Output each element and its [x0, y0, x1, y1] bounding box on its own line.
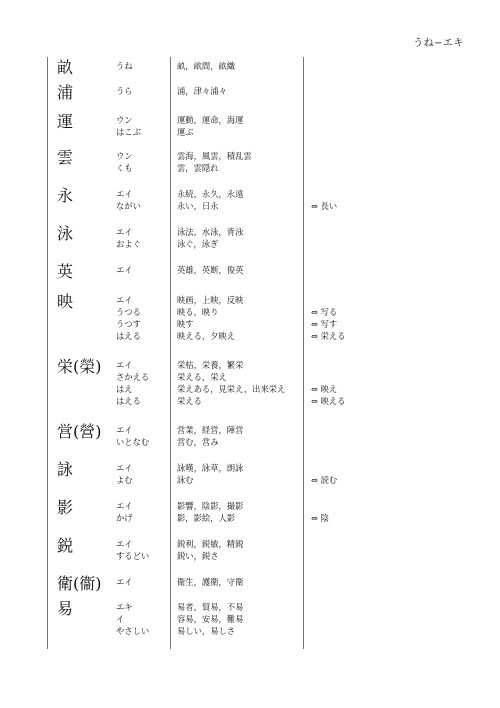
- reading-text: エイ: [116, 425, 133, 435]
- kanji-character: 影: [57, 498, 74, 517]
- reading-text: イ: [116, 614, 125, 624]
- reading-row: [0, 625, 500, 637]
- reading-row: [0, 330, 500, 342]
- reading-text: かげ: [116, 513, 133, 523]
- example-words: 鋭利，鋭敏，精鋭: [177, 539, 244, 549]
- reading-text: ながい: [116, 201, 141, 211]
- reading-row: [0, 395, 500, 407]
- reading-text: いとなむ: [116, 437, 150, 447]
- related-note: ⇔ 映え: [311, 384, 338, 394]
- example-words: 映画，上映，反映: [177, 295, 244, 305]
- reading-row: [0, 474, 500, 486]
- reading-text: さかえる: [116, 372, 150, 382]
- reading-row: [0, 264, 500, 276]
- example-words: 影響，陰影，撮影: [177, 501, 244, 511]
- kanji-entry: [0, 538, 500, 562]
- reading-row: [0, 424, 500, 436]
- kanji-character: 英: [57, 262, 74, 281]
- reading-text: およぐ: [116, 239, 141, 249]
- reading-row: [0, 601, 500, 613]
- reading-text: ウン: [116, 151, 133, 161]
- example-words: 営む，営み: [177, 437, 219, 447]
- example-words: 詠む: [177, 475, 194, 485]
- kanji-entry: [0, 601, 500, 637]
- reading-text: エイ: [116, 295, 133, 305]
- example-words: 影，影絵，人影: [177, 513, 236, 523]
- reading-row: [0, 60, 500, 72]
- reading-row: [0, 383, 500, 395]
- example-words: 易者，貿易，不易: [177, 602, 244, 612]
- related-note: ⇔ 写る: [311, 307, 338, 317]
- kanji-entry: [0, 574, 500, 593]
- example-words: 畝，畝間，畝織: [177, 61, 236, 71]
- example-words: 英雄，英断，俊英: [177, 265, 244, 275]
- reading-row: [0, 512, 500, 524]
- related-note: ⇔ 長い: [311, 201, 338, 211]
- reading-text: はこぶ: [116, 127, 141, 137]
- example-words: 容易，安易，難易: [177, 614, 244, 624]
- reading-row: [0, 150, 500, 162]
- example-words: 運動，運命，海運: [177, 115, 244, 125]
- example-words: 泳法，水泳，背泳: [177, 227, 244, 237]
- example-words: 雲海，風雲，積乱雲: [177, 151, 252, 161]
- related-note: ⇔ 写す: [311, 319, 338, 329]
- reading-text: はえる: [116, 331, 141, 341]
- kanji-entry: [0, 500, 500, 524]
- related-note: ⇔ 栄える: [311, 331, 346, 341]
- example-words: 易しい，易しさ: [177, 626, 236, 636]
- example-words: 栄えある，見栄え，出来栄え: [177, 384, 286, 394]
- example-words: 営業，経営，陣営: [177, 425, 244, 435]
- running-header: うね−エキ: [413, 38, 464, 49]
- reading-row: [0, 162, 500, 174]
- kanji-character: 詠: [57, 460, 74, 479]
- example-words: 泳ぐ，泳ぎ: [177, 239, 219, 249]
- reading-text: エイ: [116, 463, 133, 473]
- kanji-entry: [0, 226, 500, 250]
- example-words: 映える，夕映え: [177, 331, 236, 341]
- kanji-character: 運: [57, 112, 74, 131]
- example-words: 鋭い，鋭さ: [177, 551, 219, 561]
- related-note: ⇔ 読む: [311, 475, 338, 485]
- reading-text: ウン: [116, 115, 133, 125]
- reading-text: エイ: [116, 539, 133, 549]
- reading-row: [0, 462, 500, 474]
- related-note: ⇔ 陰: [311, 513, 329, 523]
- example-words: 永い，日永: [177, 201, 219, 211]
- kanji-entry: [0, 262, 500, 281]
- reading-row: [0, 550, 500, 562]
- reading-row: [0, 500, 500, 512]
- example-words: 詠嘆，詠草，朗詠: [177, 463, 244, 473]
- reading-row: [0, 318, 500, 330]
- reading-row: [0, 436, 500, 448]
- reading-row: [0, 371, 500, 383]
- example-words: 雲，雲隠れ: [177, 163, 219, 173]
- kanji-character: 雲: [57, 148, 74, 167]
- kanji-character: 畝: [57, 58, 74, 77]
- kanji-entry: [0, 150, 500, 174]
- kanji-entry: [0, 359, 500, 407]
- reading-text: エイ: [116, 189, 133, 199]
- kanji-character: 鋭: [57, 536, 74, 555]
- kanji-character: 映: [57, 292, 74, 311]
- kanji-entry: [0, 83, 500, 102]
- reading-text: うね: [116, 61, 133, 71]
- kanji-entry: [0, 462, 500, 486]
- reading-text: やさしい: [116, 626, 150, 636]
- reading-row: [0, 200, 500, 212]
- kanji-character: 衛(衞): [57, 574, 102, 593]
- kanji-entry: [0, 294, 500, 342]
- related-note: ⇔ 映える: [311, 396, 346, 406]
- kanji-character: 浦: [57, 83, 74, 102]
- reading-text: はえる: [116, 396, 141, 406]
- kanji-character: 泳: [57, 224, 74, 243]
- kanji-character: 営(營): [57, 422, 102, 441]
- reading-row: [0, 613, 500, 625]
- reading-row: [0, 114, 500, 126]
- reading-row: [0, 294, 500, 306]
- example-words: 運ぶ: [177, 127, 194, 137]
- kanji-entry: [0, 58, 500, 77]
- kanji-entry: [0, 424, 500, 448]
- example-words: 衛生，護衛，守衛: [177, 577, 244, 587]
- reading-text: はえ: [116, 384, 133, 394]
- reading-row: [0, 306, 500, 318]
- reading-text: エキ: [116, 602, 133, 612]
- kanji-character: 易: [57, 599, 74, 618]
- reading-text: エイ: [116, 227, 133, 237]
- reading-row: [0, 359, 500, 371]
- reading-text: よむ: [116, 475, 133, 485]
- reading-text: エイ: [116, 501, 133, 511]
- kanji-entry: [0, 188, 500, 212]
- reading-text: するどい: [116, 551, 150, 561]
- reading-text: くも: [116, 163, 133, 173]
- reading-row: [0, 226, 500, 238]
- reading-text: うら: [116, 86, 133, 96]
- reading-text: うつす: [116, 319, 141, 329]
- reading-row: [0, 538, 500, 550]
- example-words: 映る，映り: [177, 307, 219, 317]
- reading-row: [0, 188, 500, 200]
- kanji-character: 永: [57, 186, 74, 205]
- example-words: 浦，津々浦々: [177, 86, 227, 96]
- reading-row: [0, 126, 500, 138]
- kanji-character: 栄(榮): [57, 357, 102, 376]
- example-words: 永続，永久，永遠: [177, 189, 244, 199]
- reading-row: [0, 238, 500, 250]
- reading-text: エイ: [116, 265, 133, 275]
- reading-row: [0, 85, 500, 97]
- reading-row: [0, 576, 500, 588]
- reading-text: エイ: [116, 577, 133, 587]
- reading-text: うつる: [116, 307, 141, 317]
- example-words: 栄える: [177, 396, 202, 406]
- kanji-entry: [0, 114, 500, 138]
- example-words: 栄枯，栄養，繁栄: [177, 360, 244, 370]
- example-words: 映す: [177, 319, 194, 329]
- example-words: 栄える，栄え: [177, 372, 227, 382]
- reading-text: エイ: [116, 360, 133, 370]
